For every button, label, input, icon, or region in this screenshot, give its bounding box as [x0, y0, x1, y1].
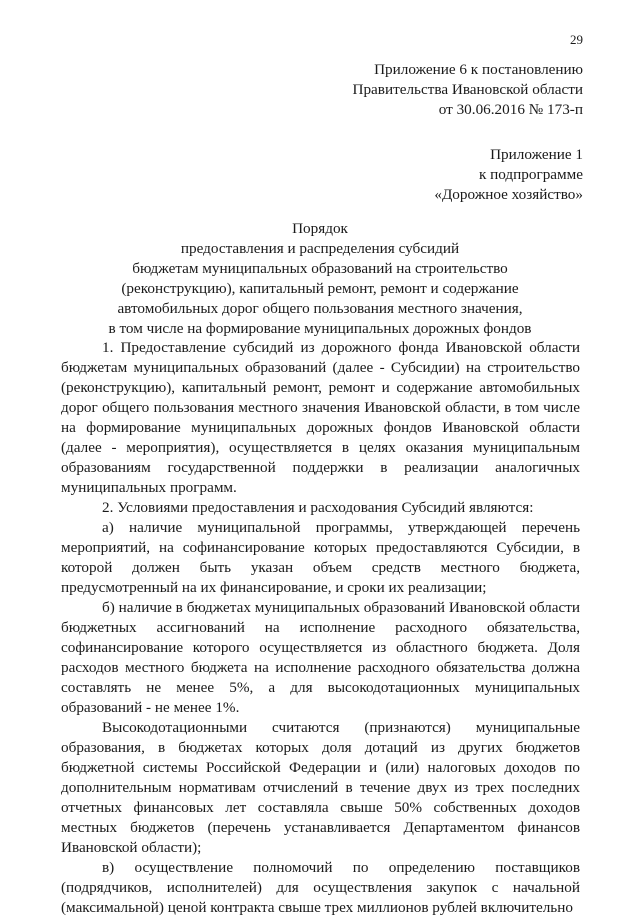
paragraph-2a: а) наличие муниципальной программы, утверждающей перечень мероприятий, на софинансирование которых предоставляются Субсидии, в которой должен быть указан объем средств местного бюджета, предусмотренный на их финансирование, и сроки их реализации; — [61, 519, 580, 596]
document-title — [0, 219, 640, 339]
appendix-1-line: «Дорожное хозяйство» — [434, 186, 583, 203]
title-line: автомобильных дорог общего пользования местного значения, — [117, 300, 523, 317]
appendix-6-header — [353, 60, 584, 120]
appendix-1-line: к подпрограмме — [478, 166, 583, 183]
paragraph-2b: б) наличие в бюджетах муниципальных образований Ивановской области бюджетных ассигнований на исполнение расходного обязательства, софинансирование которого осуществляется из областного бюджета. Доля расходов местного бюджета на исполнение расходного обязательства должна составлять не менее 5%, а для высокодотационных муниципальных образований - не менее 1%. — [61, 599, 580, 716]
page-number: 29 — [570, 32, 583, 47]
appendix-6-line: Правительства Ивановской области — [352, 81, 583, 98]
paragraph-1: 1. Предоставление субсидий из дорожного фонда Ивановской области бюджетам муниципальных образований (далее - Субсидии) на строительство (реконструкцию), капитальный ремонт, ремонт и содержание автомобильных дорог общего пользования местного значения Ивановской области, в том числе на формирование муниципальных дорожных фондов Ивановской области (далее - мероприятия), осуществляется в целях оказания муниципальным образованиям государственной поддержки в реализации аналогичных муниципальных программ. — [61, 339, 580, 496]
appendix-6-line: от 30.06.2016 № 173-п — [438, 101, 583, 118]
title-line: (реконструкцию), капитальный ремонт, ремонт и содержание — [121, 280, 519, 297]
paragraph-high-subsidy: Высокодотационными считаются (признаются) муниципальные образования, в бюджетах которых доля дотаций из других бюджетов бюджетной системы Российской Федерации и (или) налоговых доходов по дополнительным нормативам отчислений в течение двух из трех последних отчетных финансовых лет составляла свыше 50% собственных доходов местных бюджетов (перечень устанавливается Департаментом финансов Ивановской области); — [61, 719, 580, 856]
document-body — [61, 338, 580, 918]
appendix-1-line: Приложение 1 — [490, 146, 583, 163]
appendix-1-header — [434, 145, 583, 205]
paragraph-2: 2. Условиями предоставления и расходования Субсидий являются: — [102, 499, 534, 516]
title-line: предоставления и распределения субсидий — [180, 240, 460, 257]
paragraph-2c: в) осуществление полномочий по определению поставщиков (подрядчиков, исполнителей) для осуществления закупок с начальной (максимальной) ценой контракта свыше трех миллионов рублей включительно — [61, 859, 580, 916]
title-line: в том числе на формирование муниципальных дорожных фондов — [108, 320, 532, 337]
title-line: бюджетам муниципальных образований на строительство — [132, 260, 508, 277]
title-line: Порядок — [292, 220, 348, 237]
appendix-6-line: Приложение 6 к постановлению — [374, 61, 583, 78]
